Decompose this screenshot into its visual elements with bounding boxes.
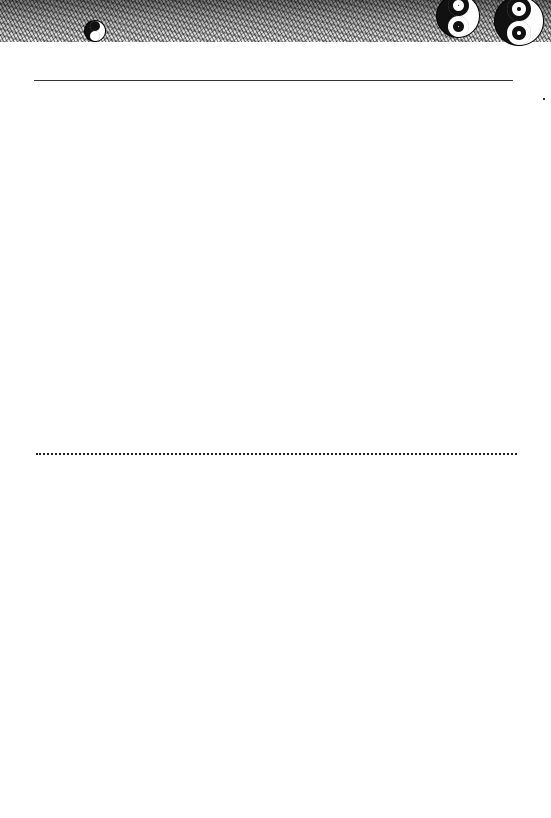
- toc-bottom-section: [30, 482, 521, 778]
- yin-yang-icon: [494, 0, 544, 46]
- toc-top-section: [30, 115, 521, 430]
- margin-mark: [543, 98, 545, 100]
- yin-yang-icon: [436, 0, 480, 38]
- yin-yang-icon: [84, 20, 106, 42]
- header-banner: [0, 0, 551, 42]
- section-divider: [36, 453, 517, 455]
- header-rule: [34, 80, 513, 81]
